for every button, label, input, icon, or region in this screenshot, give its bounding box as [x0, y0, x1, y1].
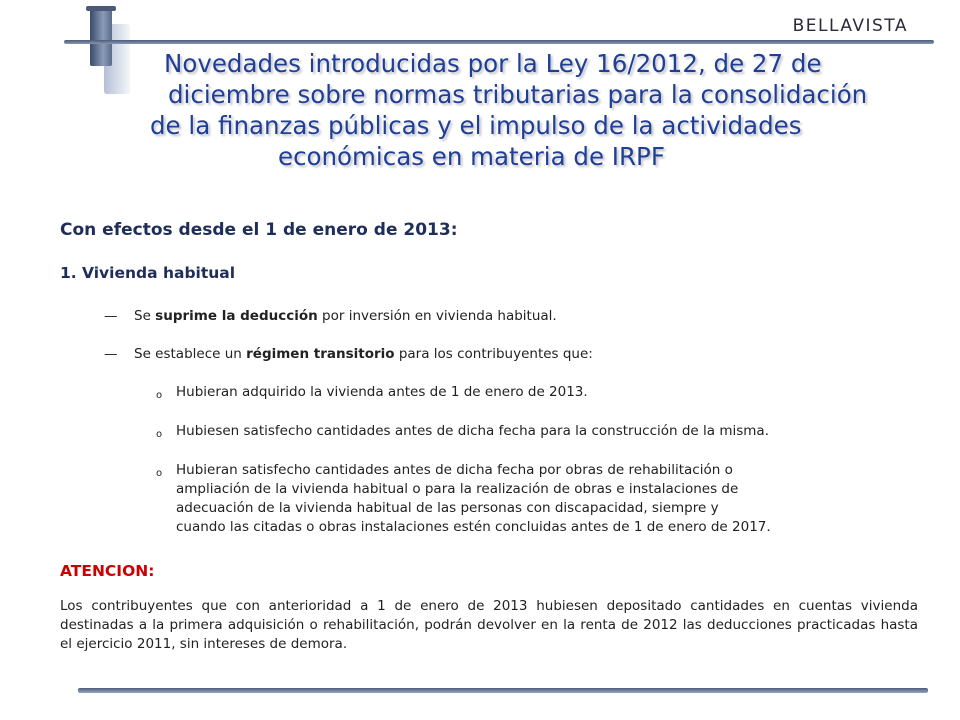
sub-item-3	[156, 461, 896, 537]
attention-text: Los contribuyentes que con anterioridad a 1 de enero de 2013 hubiesen depositado cantidades en cuentas vivienda destinadas a la primera adquisición o rehabilitación, podrán devolver en la renta de 2012 las deducciones practicadas hasta el ejercicio 2011, sin intereses de demora.	[60, 598, 918, 652]
dash-item-text-post: para los contribuyentes que:	[394, 346, 593, 362]
dash-item-text-bold: régimen transitorio	[246, 346, 395, 362]
section-title: Vivienda habitual	[82, 264, 236, 282]
dash-item-text-pre: Se establece un	[134, 346, 247, 362]
title-line-4: económicas en materia de IRPF	[278, 142, 665, 171]
dash-item-1	[104, 308, 557, 324]
title-line-1: Novedades introducidas por la Ley 16/2012, de 27 de	[164, 49, 822, 78]
circle-bullet-icon: o	[156, 468, 163, 479]
section-heading	[60, 264, 235, 282]
brand-name: BELLAVISTA	[792, 16, 908, 36]
sub-item-line: Hubieran adquirido la vivienda antes de 1 de enero de 2013.	[176, 384, 588, 400]
sub-item-line: Hubiesen satisfecho cantidades antes de dicha fecha para la construcción de la misma.	[176, 423, 769, 439]
bottom-rule	[78, 688, 928, 693]
slide-title	[150, 48, 940, 172]
dash-item-2	[104, 346, 593, 362]
sub-item-2	[156, 422, 896, 441]
effective-date-heading: Con efectos desde el 1 de enero de 2013:	[60, 220, 458, 240]
top-rule	[64, 40, 934, 44]
title-line-2: diciembre sobre normas tributarias para la consolidación	[168, 80, 868, 109]
circle-bullet-icon: o	[156, 429, 163, 440]
section-number: 1.	[60, 264, 77, 282]
logo-i-mark	[90, 6, 112, 66]
circle-bullet-icon: o	[156, 390, 163, 401]
sub-item-1	[156, 383, 896, 402]
sub-item-line: adecuación de la vivienda habitual de las personas con discapacidad, siempre y	[176, 500, 719, 516]
dash-item-text-bold: suprime la deducción	[155, 308, 318, 324]
sub-item-line: cuando las citadas o obras instalaciones estén concluidas antes de 1 de enero de 2017.	[176, 519, 771, 535]
dash-marker: —	[104, 308, 118, 324]
sub-item-line: Hubieran satisfecho cantidades antes de dicha fecha por obras de rehabilitación o	[176, 462, 733, 478]
dash-item-text-pre: Se	[134, 308, 156, 324]
sub-item-line: ampliación de la vivienda habitual o para la realización de obras e instalaciones de	[176, 481, 739, 497]
title-line-3: de la finanzas públicas y el impulso de la actividades	[150, 111, 802, 140]
attention-title: ATENCION:	[60, 562, 155, 580]
dash-marker: —	[104, 346, 118, 362]
dash-item-text-post: por inversión en vivienda habitual.	[317, 308, 557, 324]
